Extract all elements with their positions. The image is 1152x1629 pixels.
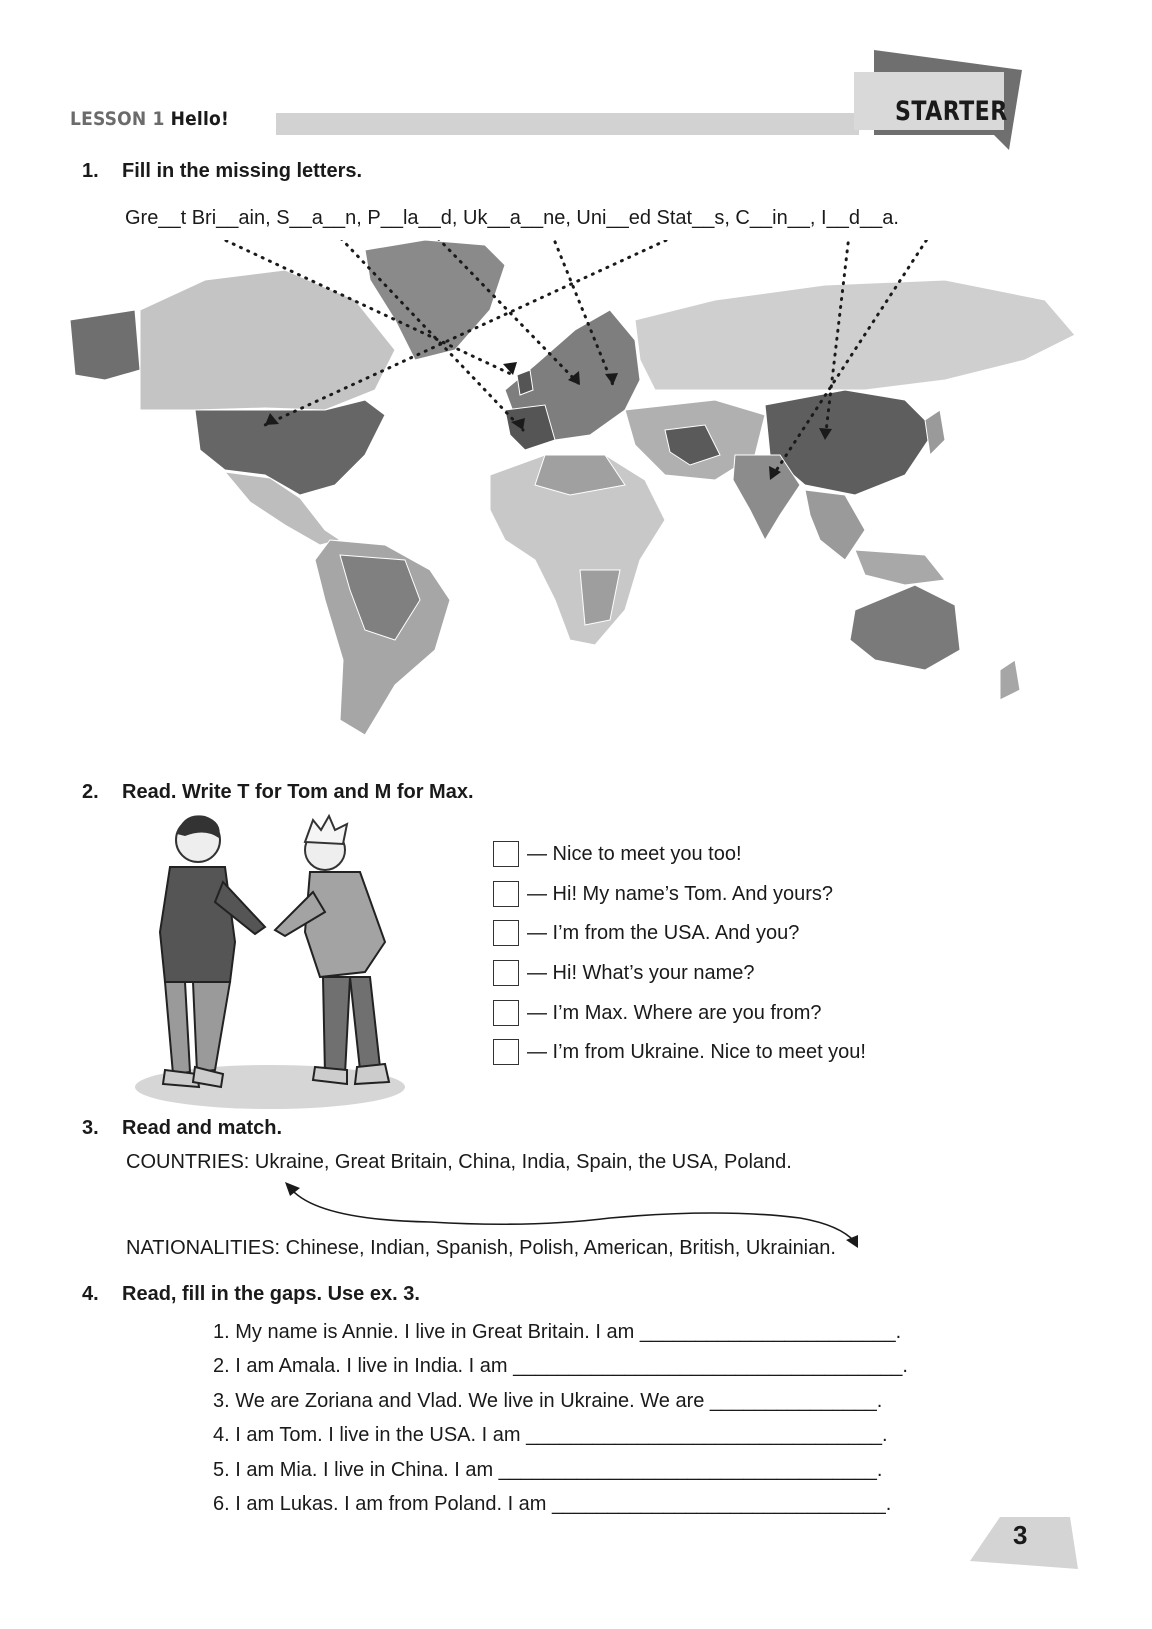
answer-box[interactable]	[493, 1000, 519, 1026]
dialogue-line	[493, 999, 822, 1027]
dialogue-text: — Nice to meet you too!	[527, 842, 742, 865]
dialogue-text: — I’m from the USA. And you?	[527, 921, 800, 944]
task-text: Fill in the missing letters.	[122, 160, 363, 182]
gap-sentence[interactable]: 3. We are Zoriana and Vlad. We live in Ukraine. We are _______________.	[213, 1390, 883, 1412]
lesson-title: Hello!	[170, 108, 229, 130]
gap-sentence[interactable]: 4. I am Tom. I live in the USA. I am ________________________________.	[213, 1424, 888, 1446]
nationalities-list: NATIONALITIES: Chinese, Indian, Spanish, Polish, American, British, Ukrainian.	[126, 1237, 836, 1259]
page-number: 3	[1013, 1520, 1028, 1550]
gap-sentence[interactable]: 6. I am Lukas. I am from Poland. I am ______________________________.	[213, 1493, 892, 1515]
answer-box[interactable]	[493, 1039, 519, 1065]
lesson-heading	[70, 108, 229, 130]
task-number: 3.	[82, 1117, 99, 1139]
dialogue-line	[493, 840, 742, 868]
dialogue-text: — I’m from Ukraine. Nice to meet you!	[527, 1040, 866, 1063]
task-number: 4.	[82, 1283, 99, 1305]
countries-list: COUNTRIES: Ukraine, Great Britain, China, India, Spain, the USA, Poland.	[126, 1151, 792, 1173]
gap-sentence[interactable]: 5. I am Mia. I live in China. I am __________________________________.	[213, 1459, 883, 1481]
answer-box[interactable]	[493, 841, 519, 867]
gap-sentence[interactable]: 2. I am Amala. I live in India. I am ___________________________________.	[213, 1355, 908, 1377]
dialogue-text: — Hi! What’s your name?	[527, 961, 755, 984]
task-4-instruction	[82, 1283, 420, 1306]
task-text: Read. Write T for Tom and M for Max.	[122, 781, 474, 803]
answer-box[interactable]	[493, 920, 519, 946]
answer-box[interactable]	[493, 960, 519, 986]
task-number: 2.	[82, 781, 99, 803]
dialogue-text: — I’m Max. Where are you from?	[527, 1001, 822, 1024]
world-map	[65, 240, 1110, 740]
lesson-number: LESSON 1	[70, 108, 165, 130]
answer-box[interactable]	[493, 881, 519, 907]
task-text: Read, fill in the gaps. Use ex. 3.	[122, 1283, 420, 1305]
boys-shaking-hands-illustration	[135, 812, 425, 1112]
task-1-instruction	[82, 160, 362, 183]
task-text: Read and match.	[122, 1117, 283, 1139]
dialogue-line	[493, 959, 755, 987]
gap-sentence[interactable]: 1. My name is Annie. I live in Great Britain. I am _______________________.	[213, 1321, 902, 1343]
dialogue-line	[493, 880, 833, 908]
section-label: STARTER	[895, 96, 1008, 127]
missing-letters-line: Gre__t Bri__ain, S__a__n, P__la__d, Uk__a__ne, Uni__ed Stat__s, C__in__, I__d__a.	[125, 207, 899, 229]
task-number: 1.	[82, 160, 99, 182]
dialogue-line	[493, 919, 799, 947]
dialogue-text: — Hi! My name’s Tom. And yours?	[527, 882, 834, 905]
header-bar	[276, 113, 859, 135]
task-3-instruction	[82, 1117, 282, 1140]
dialogue-line	[493, 1038, 866, 1066]
task-2-instruction	[82, 781, 474, 804]
